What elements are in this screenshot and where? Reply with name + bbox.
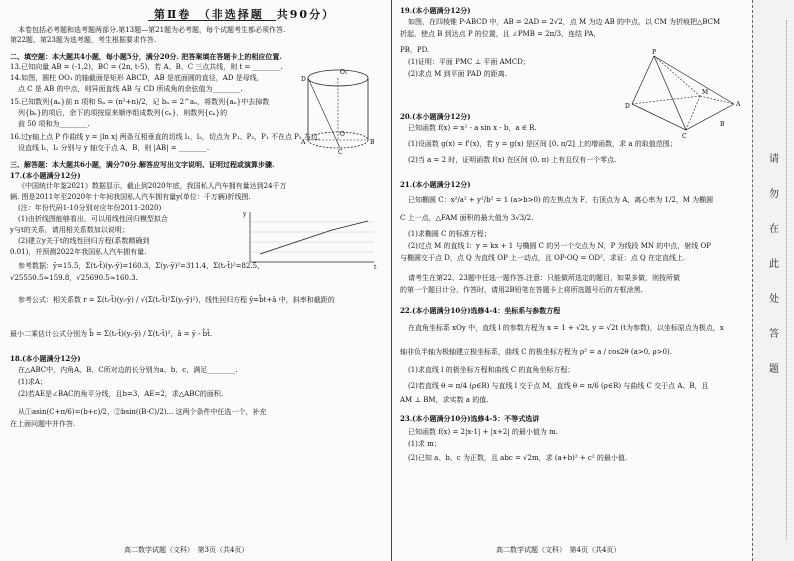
page-4-footer: 高二数学试题（文科） 第4页（共4页） bbox=[496, 546, 621, 554]
question-17-heading: 17.(本小题满分12分) bbox=[10, 171, 81, 180]
question-22-part-2: (2)若直线 θ = π/4 (ρ∈R) 与直线 l 交于点 M，直线 θ = π/6 (ρ∈R) 与曲线 C 交于点 A、B，且 bbox=[408, 382, 709, 390]
pyr-label-m: M bbox=[702, 89, 709, 96]
note-line-1: 本卷包括必考题和选考题两部分.第13题—第21题为必考题，每个试题考生都必须作答. bbox=[18, 26, 286, 34]
cyl-label-o: O bbox=[340, 131, 345, 138]
cyl-label-d: D bbox=[301, 76, 306, 83]
cyl-label-c: C bbox=[338, 149, 343, 154]
question-18-part-2: (2)若AE是∠BAC的角平分线，且b=3，AE=2，求△ABC的面积. bbox=[18, 390, 224, 398]
question-22-heading: 22.(本小题满分10分)选修4-4：坐标系与参数方程 bbox=[400, 306, 561, 315]
question-17-note: (注：年份代码1-10分别对应年份2011-2020) bbox=[18, 204, 162, 212]
question-19-line-2: 折起，使点 B 到达点 P 的位置，且 ∠PMB = 2π/3，连结 PA， bbox=[400, 30, 601, 38]
question-18-line-1: 在△ABC中，内角A、B、C所对边的长分别为a、b、c，满足________. bbox=[18, 366, 238, 374]
selection-note-1: 请考生在第22、23题中任选一题作答.注意：只能做所选定的题目，如果多做，则按所做 bbox=[408, 274, 681, 282]
question-18-choice-2: 在上面问题中并作答. bbox=[10, 420, 76, 428]
page-3 bbox=[4, 0, 388, 561]
question-21-line-2: C 上一点，△FAM 面积的最大值为 3√3/2. bbox=[400, 214, 534, 222]
page-divider bbox=[391, 0, 392, 561]
question-21-line-1: 已知椭圆 C：x²/a² + y²/b² = 1 (a>b>0) 的左焦点为 F，右顶点为 A，离心率为 1/2，M 为椭圆 bbox=[408, 196, 714, 204]
question-19-part-1: (1)证明：平面 PMC ⊥ 平面 AMCD； bbox=[408, 58, 530, 66]
question-17-part-2b: 0.01)，并预测2022年我国私人汽车拥有量. bbox=[10, 248, 147, 256]
strip-char: 题 bbox=[769, 364, 779, 375]
question-18-part-1: (1)求A； bbox=[18, 378, 47, 386]
question-13: 13.已知向量 AB = (-1,2)，BC = (2n, t-5)，若 A、B、C 三点共线，则 t = ________. bbox=[10, 63, 283, 71]
question-23-part-1: (1)求 m； bbox=[408, 440, 441, 448]
pyramid-figure bbox=[624, 48, 744, 140]
question-14-line-2: 点 C 是 AB 的中点，则异面直线 AB 与 CD 所成角的余弦值为________. bbox=[18, 85, 243, 93]
question-17-part-1: (1)由折线图能够看出，可以用线性回归模型拟合 bbox=[18, 215, 168, 223]
question-15-line-2: 列{bₙ}的项后，余下的项按原来顺序组成数列{cₙ}，则数列{cₙ}的 bbox=[18, 109, 228, 117]
question-19-part-2: (2)求点 M 到平面 PAD 的距离. bbox=[408, 70, 507, 78]
cyl-label-a: A bbox=[301, 139, 306, 146]
question-21-heading: 21.(本小题满分12分) bbox=[400, 180, 471, 189]
question-20-part-1: (1)设函数 g(x) = f'(x)，若 y = g(x) 是区间 [0, π/2] 上的增函数，求 a 的取值范围； bbox=[408, 140, 677, 148]
question-17-reference-data-2: √25550.5≈159.8，√25690.5≈160.3. bbox=[10, 274, 138, 282]
question-21-part-1: (1)求椭圆 C 的标准方程； bbox=[408, 230, 491, 238]
question-17-part-2: (2)建立y关于t的线性回归方程(系数精确到 bbox=[18, 237, 150, 245]
question-14-line-1: 14.如图，圆柱 OO₁ 的轴截面是矩形 ABCD，AB 是底面圆的直径，AD 是母线， bbox=[10, 74, 264, 82]
pyr-label-p: P bbox=[652, 49, 657, 56]
question-20-part-2: (2)当 a = 2 时，证明函数 f(x) 在区间 (0, π) 上有且仅有一个零点. bbox=[408, 156, 617, 164]
strip-char: 处 bbox=[769, 294, 779, 305]
question-19-line-1: 如图，在四棱锥 P-ABCD 中，AB = 2AD = 2√2，点 M 为边 AB 的中点，以 CM 为折痕把△BCM bbox=[408, 18, 721, 26]
no-answer-notice bbox=[767, 150, 781, 375]
cyl-label-b: B bbox=[370, 139, 375, 146]
strip-char: 此 bbox=[769, 259, 779, 270]
question-21-part-2: (2)过点 M 的直线 l：y = kx + 1 与椭圆 C 的另一个交点为 N，P 为线段 MN 的中点，射线 OP bbox=[408, 242, 711, 250]
question-20-line-1: 已知函数 f(x) = x² - a sin x - b，a ∈ R. bbox=[408, 124, 537, 132]
graph-t-label: t bbox=[374, 264, 377, 270]
pyr-label-a: A bbox=[736, 101, 741, 108]
question-17-reference-data: 参考数据：ȳ=15.5，Σ(tᵢ-t̄)(yᵢ-ȳ)=160.3，Σ(yᵢ-ȳ)²=311.4，Σ(tᵢ-t̄)²=82.5， bbox=[18, 262, 265, 270]
strip-cut-line bbox=[786, 20, 787, 540]
question-18-heading: 18.(本小题满分12分) bbox=[10, 354, 81, 363]
note-line-2: 第22题、第23题为选考题，考生根据要求作答. bbox=[10, 36, 157, 44]
question-23-line-1: 已知函数 f(x) = 2|x-1| + |x+2| 的最小值为 m. bbox=[408, 428, 558, 436]
page-3-footer: 高二数学试题（文科） 第3页（共4页） bbox=[124, 546, 249, 554]
question-23-heading: 23.(本小题满分10分)选修4-5：不等式选讲 bbox=[400, 414, 540, 423]
cyl-label-o1: O₁ bbox=[340, 69, 348, 76]
pyr-label-c: C bbox=[682, 133, 687, 140]
question-23-part-2: (2)已知 a、b、c 为正数，且 abc = √2m，求 (a+b)² + c² 的最小值. bbox=[408, 454, 628, 462]
strip-char: 请 bbox=[769, 154, 779, 165]
graph-y-label: y bbox=[243, 211, 247, 218]
question-15-line-1: 15.已知数列{aₙ}前 n 项和 Sₙ = (n²+n)/2，记 bₙ = 2^aₙ，将数列{aₙ}中去掉数 bbox=[10, 98, 270, 106]
question-22-line-1: 在直角坐标系 xOy 中，直线 l 的参数方程为 x = 1 + √2t, y = √2t (t为参数)，以坐标原点为极点，x bbox=[408, 324, 724, 332]
question-17-formula: 参考公式：相关系数 r = Σ(tᵢ-t̄)(yᵢ-ȳ) / √(Σ(tᵢ-t̄)²Σ(yᵢ-ȳ)²)，线性回归方程 ŷ=b̂t+â 中，斜率和截距的 bbox=[18, 296, 335, 304]
question-22-part-2b: AM ⊥ BM，求实数 a 的值. bbox=[400, 396, 489, 404]
page-4 bbox=[396, 0, 748, 561]
question-17-formula-2: 最小二乘估计公式分别为 b̂ = Σ(tᵢ-t̄)(yᵢ-ȳ) / Σ(tᵢ-t̄)²，â = ȳ - b̂t̄. bbox=[10, 330, 213, 338]
question-20-heading: 20.(本小题满分12分) bbox=[400, 112, 471, 121]
question-19-heading: 19.(本小题满分12分) bbox=[400, 6, 471, 15]
fill-blank-heading: 二、填空题：本大题共4小题，每小题5分，满分20分. 把答案填在答题卡上的相应位置. bbox=[10, 52, 282, 61]
question-18-choice: 从①asin(C+π/6)=(b+c)/2，②bsin((B-C)/2)... 这两个条件中任选一个，补充 bbox=[18, 408, 267, 416]
selection-note-2: 的第一个题目计分，作答时，请用2B铅笔在答题卡上将所选题号后的方框涂黑. bbox=[400, 286, 643, 294]
question-19-line-3: PB，PD. bbox=[400, 46, 430, 54]
question-22-part-1: (1)求直线 l 的极坐标方程和曲线 C 的直角坐标方程； bbox=[408, 366, 575, 374]
question-21-part-2b: 与椭圆交于点 D，点 Q 为直线 OP 上一动点，且 OP·OQ = OD²，求证：点 Q 在定直线上. bbox=[400, 254, 686, 262]
question-15-line-3: 前 50 项和为________. bbox=[18, 120, 90, 128]
question-16-line-1: 16.过y轴上点 P 作曲线 y = |ln x| 两条互相垂直的切线 l₁，l₂，切点为 P₁、P₂，P₁ 不在点 P₂ 左边， bbox=[10, 133, 325, 141]
strip-char: 在 bbox=[769, 224, 779, 235]
question-17-part-1b: y与t的关系，请用相关系数加以说明； bbox=[10, 226, 129, 234]
pyr-label-d: D bbox=[625, 103, 630, 110]
question-17-line-1: 《中国统计年鉴2021》数据显示，截止到2020年底，我国私人汽车拥有量达到24千万 bbox=[18, 182, 287, 190]
strip-char: 勿 bbox=[769, 189, 779, 200]
question-16-line-2: 设直线 l₁，l₂ 分别与 y 轴交于点 A，B，则 |AB| = ________. bbox=[18, 144, 210, 152]
page-title: 第Ⅱ卷 （非选择题 共90分） bbox=[154, 8, 336, 21]
question-22-line-2: 轴非负半轴为极轴建立极坐标系，曲线 C 的极坐标方程为 ρ² = a / cos2θ (a>0, ρ>0). bbox=[400, 348, 672, 356]
strip-char: 答 bbox=[769, 329, 779, 340]
question-17-line-2: 辆. 图是2011年至2020年十年间我国私人汽车拥有量y(单位：千万辆)折线图. bbox=[10, 193, 251, 201]
pyr-label-b: B bbox=[720, 121, 725, 128]
car-ownership-line-graph bbox=[240, 208, 380, 270]
binding-strip bbox=[752, 0, 794, 561]
solution-heading: 三、解答题：本大题共6小题，满分70分.解答应写出文字说明、证明过程或演算步骤. bbox=[10, 160, 275, 169]
